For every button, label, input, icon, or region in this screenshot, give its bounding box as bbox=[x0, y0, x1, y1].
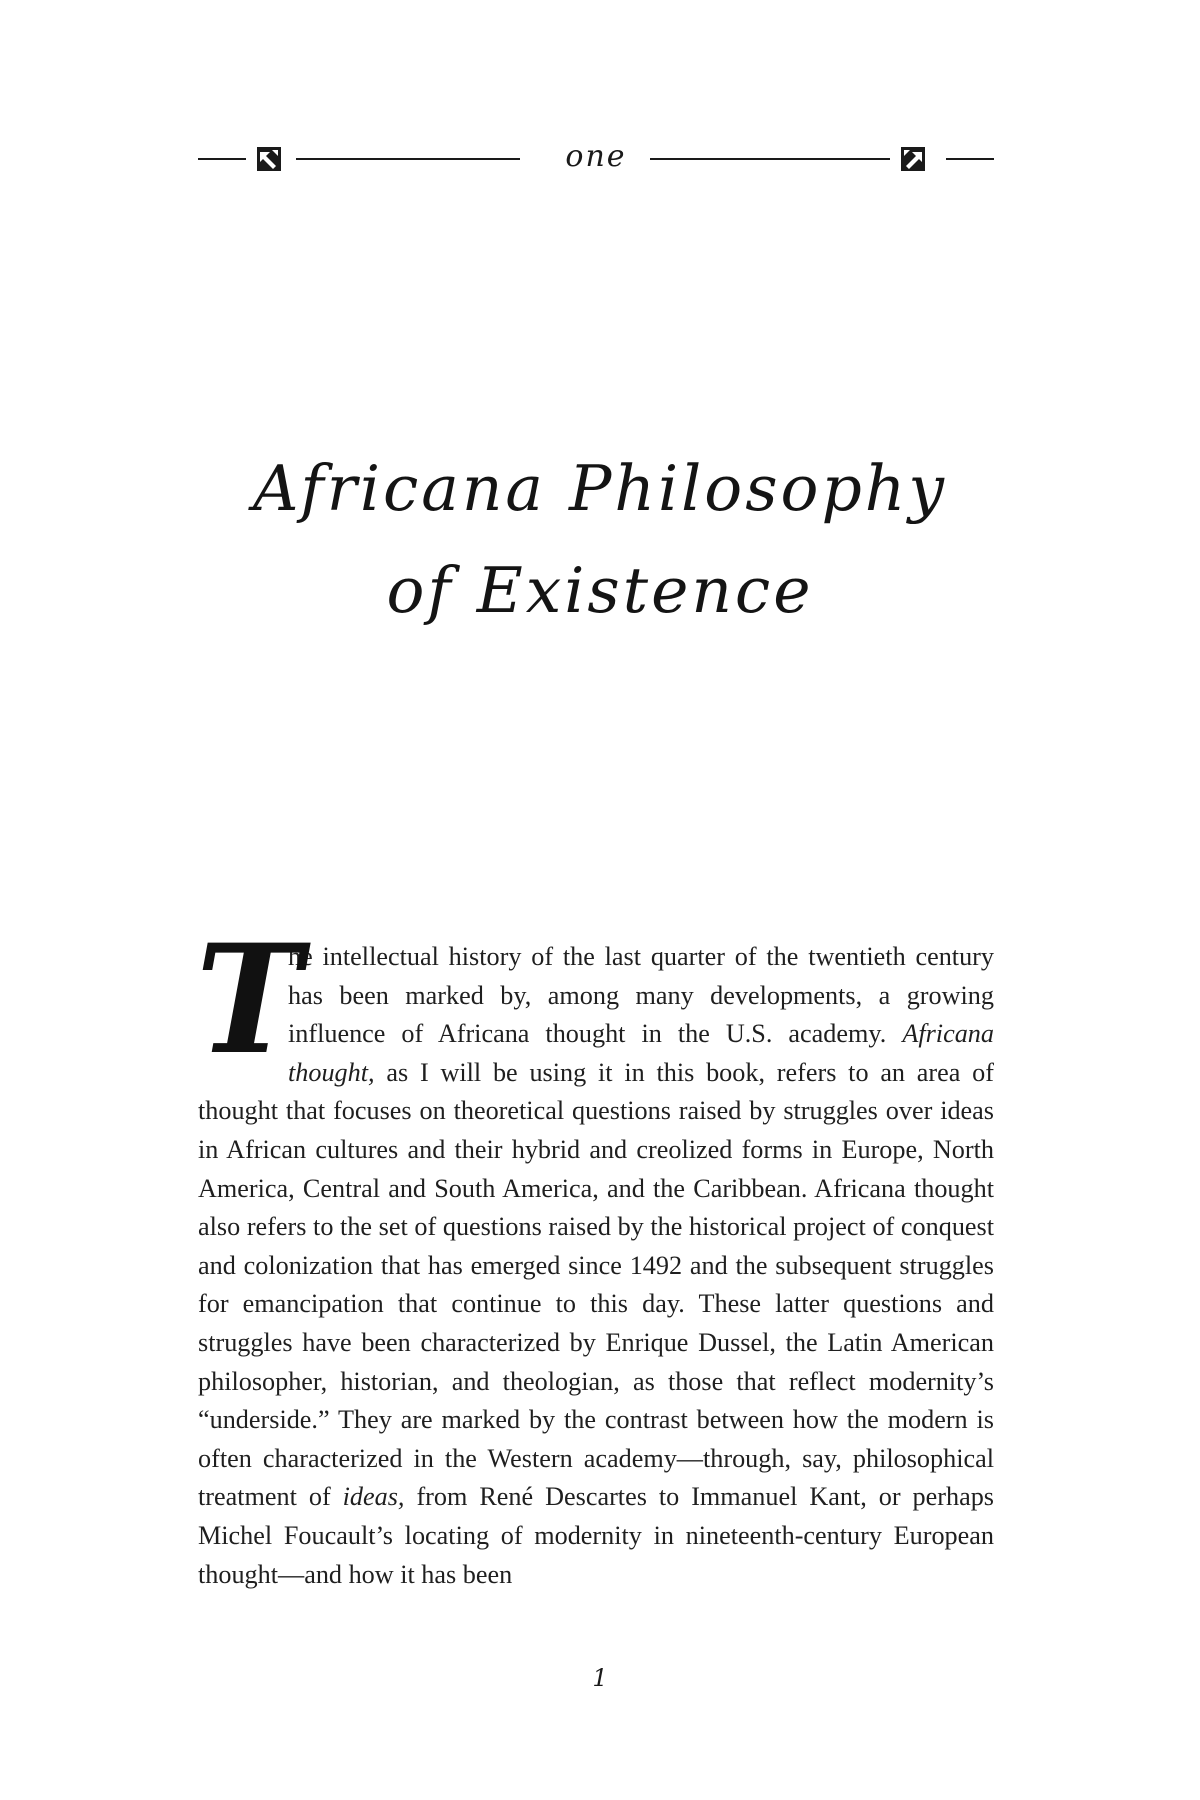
header-rule-right-short bbox=[946, 158, 994, 160]
chapter-title-line-1: Africana Philosophy bbox=[253, 452, 947, 525]
body-segment-5: from René Descartes to Immanuel Kant, or perhaps Michel Foucault’s locating of modernity in nineteenth-century European thought—and how it has been bbox=[198, 1482, 994, 1589]
chapter-label: one bbox=[565, 139, 627, 174]
chapter-title bbox=[150, 438, 1050, 642]
body-segment-1: he intellectual history of the last quarter of the twentieth century has been marked by, among many developments, a growing influence of Africana thought in the U.S. academy. bbox=[288, 942, 994, 1049]
body-segment-3: as I will be using it in this book, refers to an area of thought that focuses on theoretical questions raised by struggles over ideas in African cultures and their hybrid and creolized forms in Europe, North America, Central and South America, and the Caribbean. Africana thought also refers to the set of questions raised by the historical project of conquest and colonization that has emerged since 1492 and the subsequent struggles for emancipation that continue to this day. These latter questions and struggles have been characterized by Enrique Dussel, the Latin American philosopher, historian, and theologian, as those that reflect modernity’s “underside.” They are marked by the contrast between how the modern is often characterized in the Western academy—through, say, philosophical treatment of bbox=[198, 1057, 994, 1512]
header-rule-left-short bbox=[198, 158, 246, 160]
body-segment-2-italic: Africana thought, bbox=[288, 1019, 994, 1087]
drop-cap: T bbox=[196, 912, 303, 1088]
body-paragraph bbox=[196, 912, 994, 1594]
body-segment-4-italic: ideas, bbox=[342, 1482, 405, 1512]
arrow-diamond-icon bbox=[900, 146, 926, 172]
header-rule-right-long bbox=[650, 158, 890, 160]
arrow-diamond-icon bbox=[256, 146, 282, 172]
chapter-header bbox=[198, 139, 994, 174]
page-number: 1 bbox=[592, 1664, 608, 1692]
header-rule-left-long bbox=[296, 158, 520, 160]
chapter-title-line-2: of Existence bbox=[386, 554, 814, 627]
